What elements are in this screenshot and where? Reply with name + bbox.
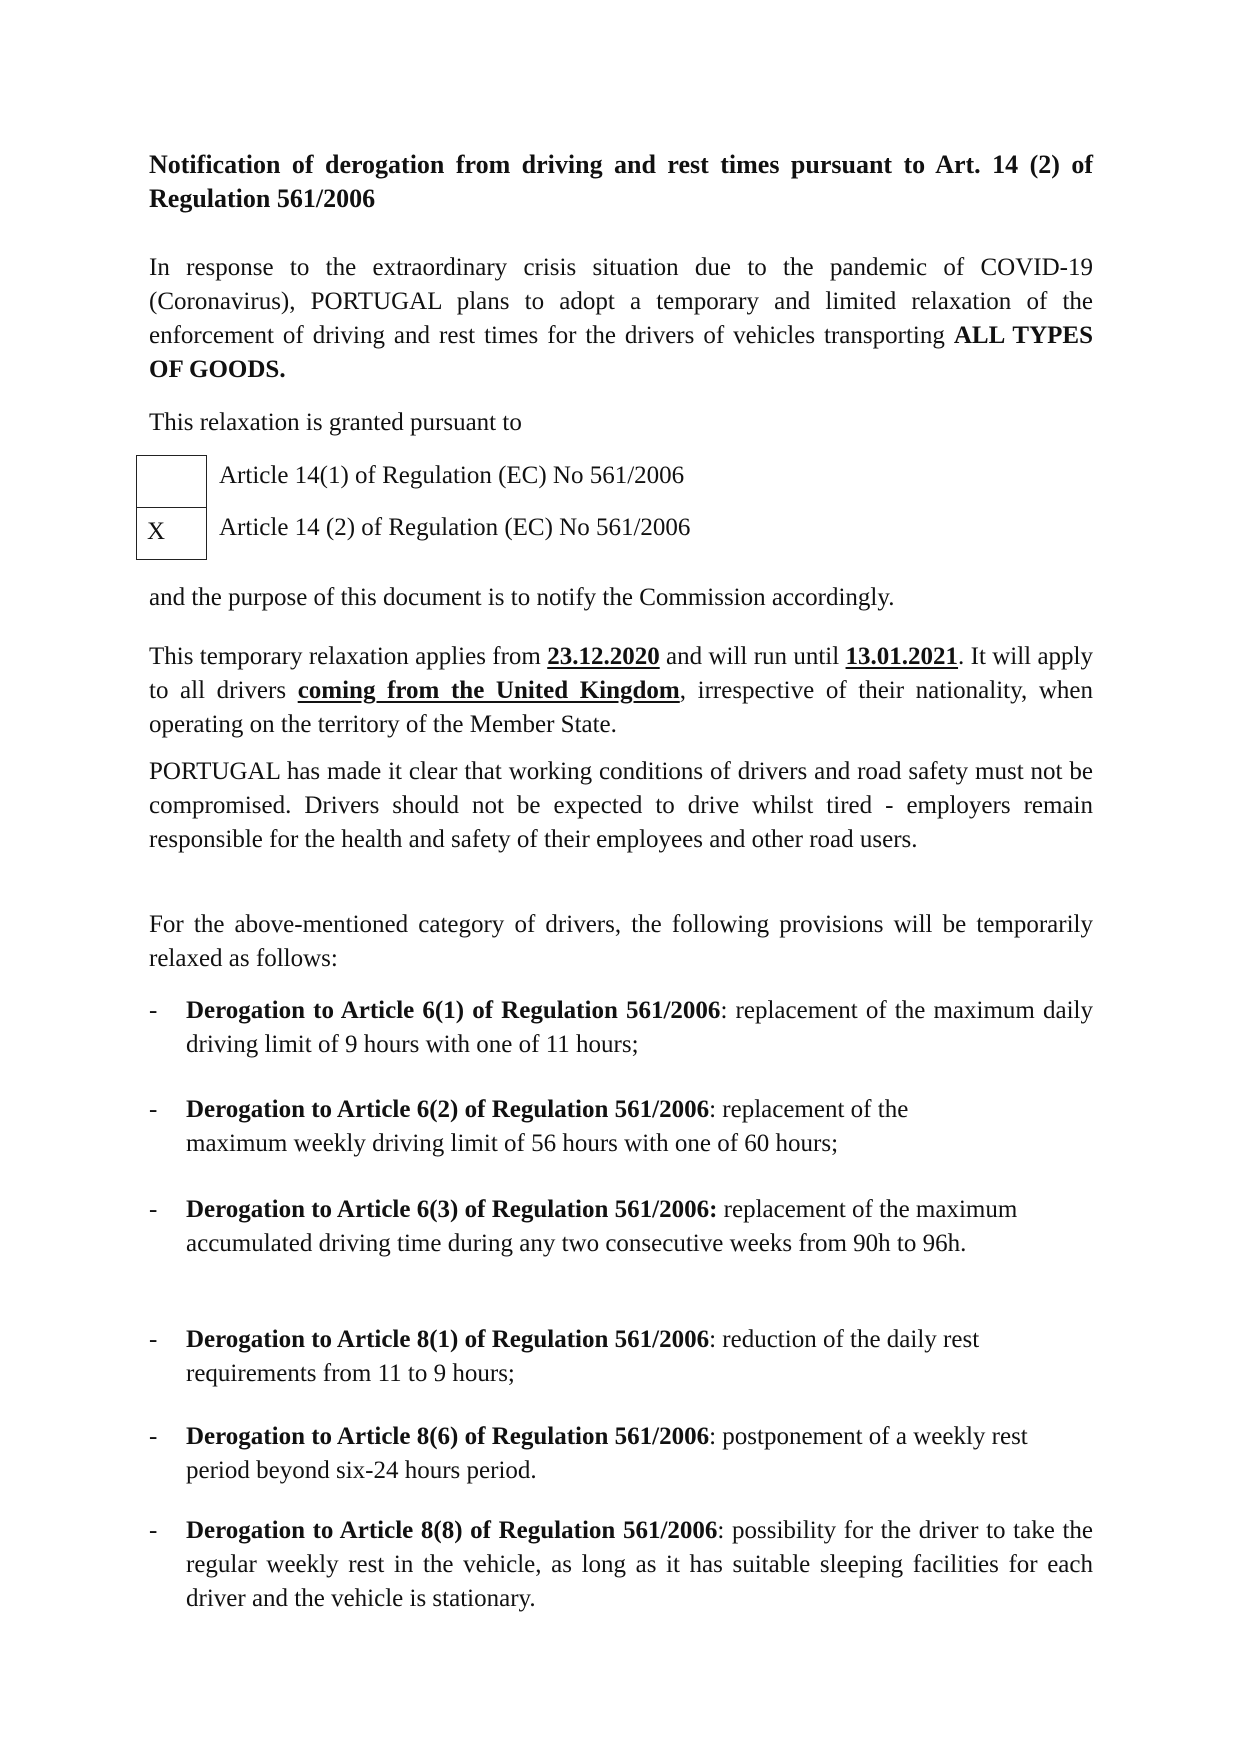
text-span: : bbox=[720, 997, 728, 1024]
provision-heading: Derogation to Article 8(1) of Regulation 561/2006 bbox=[186, 1326, 710, 1353]
option-label: Article 14 (2) of Regulation (EC) No 561/2006 bbox=[219, 513, 691, 541]
legal-basis-table bbox=[136, 455, 691, 560]
scope-text: coming from the United Kingdom bbox=[297, 677, 680, 704]
provision-item bbox=[149, 1323, 1093, 1391]
text-span: . It will apply to all drivers bbox=[149, 643, 1094, 704]
text-span: : bbox=[717, 1517, 725, 1544]
provision-item bbox=[149, 1420, 1093, 1488]
bullet-dash: - bbox=[149, 997, 158, 1024]
text-span: : bbox=[709, 1096, 717, 1123]
bullet-dash: - bbox=[149, 1196, 158, 1223]
provision-heading: Derogation to Article 6(1) of Regulation 561/2006 bbox=[186, 997, 721, 1024]
bullet-dash: - bbox=[149, 1423, 158, 1450]
text-span: : bbox=[709, 1423, 717, 1450]
option-label: Article 14(1) of Regulation (EC) No 561/2006 bbox=[219, 461, 685, 489]
purpose-text: and the purpose of this document is to notify the Commission accordingly. bbox=[149, 584, 895, 611]
provision-heading: Derogation to Article 8(6) of Regulation 561/2006 bbox=[186, 1423, 710, 1450]
intro-paragraph bbox=[149, 251, 1093, 387]
provision-item bbox=[149, 1514, 1093, 1616]
provision-item bbox=[149, 994, 1093, 1062]
goods-type: ALL TYPES OF GOODS. bbox=[149, 322, 1093, 383]
intro-text: In response to the extraordinary crisis situation due to the pandemic of COVID-19 (Coronavirus), PORTUGAL plans to adopt a temporary and limited relaxation of the enforcement of driving and rest times for the drivers of vehicles transporting bbox=[149, 254, 1093, 349]
text-span: : bbox=[709, 1326, 717, 1353]
checkbox-article-14-2[interactable]: X bbox=[137, 508, 207, 560]
until-date: 13.01.2021 bbox=[845, 643, 959, 670]
provision-text: postponement of a weekly rest period beyond six-24 hours period. bbox=[186, 1423, 1028, 1484]
provision-item bbox=[149, 1093, 1093, 1161]
bullet-dash: - bbox=[149, 1326, 158, 1353]
provision-text: replacement of the maximum accumulated driving time during any two consecutive weeks from 90h to 96h. bbox=[186, 1196, 1018, 1257]
checkbox-article-14-1[interactable] bbox=[137, 456, 207, 508]
provision-text: replacement of the maximum weekly driving limit of 56 hours with one of 60 hours; bbox=[186, 1096, 909, 1157]
bullet-dash: - bbox=[149, 1517, 158, 1544]
legal-basis-option bbox=[137, 456, 691, 508]
provision-text: replacement of the maximum daily driving limit of 9 hours with one of 11 hours; bbox=[186, 997, 1093, 1058]
safety-paragraph: PORTUGAL has made it clear that working conditions of drivers and road safety must not be compromised. Drivers should not be expected to drive whilst tired - employers remain responsible for the health and safety of their employees and other road users. bbox=[149, 758, 1093, 853]
provision-heading: Derogation to Article 8(8) of Regulation 561/2006 bbox=[186, 1517, 718, 1544]
legal-basis-option bbox=[137, 508, 691, 560]
bullet-dash: - bbox=[149, 1096, 158, 1123]
provision-heading: Derogation to Article 6(3) of Regulation 561/2006: bbox=[186, 1196, 718, 1223]
text-span: , irrespective of their nationality, when operating on the territory of the Member State. bbox=[149, 677, 1093, 738]
document-title: Notification of derogation from driving and rest times pursuant to Art. 14 (2) of Regulation 561/2006 bbox=[149, 150, 1093, 213]
provision-item bbox=[149, 1193, 1093, 1261]
provision-text: possibility for the driver to take the regular weekly rest in the vehicle, as long as it has suitable sleeping facilities for each driver and the vehicle is stationary. bbox=[186, 1517, 1093, 1612]
dates-paragraph bbox=[149, 640, 1093, 742]
provision-text: reduction of the daily rest requirements from 11 to 9 hours; bbox=[186, 1326, 980, 1387]
text-span: and will run until bbox=[659, 643, 846, 670]
from-date: 23.12.2020 bbox=[547, 643, 660, 670]
provision-heading: Derogation to Article 6(2) of Regulation 561/2006 bbox=[186, 1096, 710, 1123]
granted-pursuant-text: This relaxation is granted pursuant to bbox=[149, 409, 522, 436]
provisions-intro: For the above-mentioned category of drivers, the following provisions will be temporarily relaxed as follows: bbox=[149, 911, 1093, 972]
text-span: This temporary relaxation applies from bbox=[149, 643, 548, 670]
